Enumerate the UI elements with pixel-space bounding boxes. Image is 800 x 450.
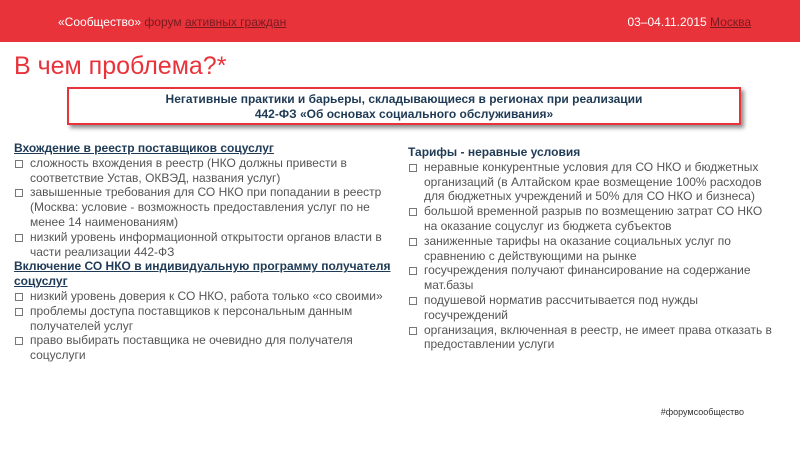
list-item: низкий уровень доверия к СО НКО, работа только «со своими» [14,289,396,304]
tariffs-list [408,160,773,352]
list-item: неравные конкурентные условия для СО НКО и бюджетных организаций (в Алтайском крае возмещение 100% расходов для бюджетных учреждений и 50% для СО НКО и бизнеса) [408,160,773,204]
event-info [627,15,751,29]
list-item: заниженные тарифы на оказание социальных услуг по сравнению с действующими на рынке [408,234,773,264]
section-heading-tariffs: Тарифы - неравные условия [408,145,581,159]
list-item: право выбирать поставщика не очевидно для получателя соцуслуги [14,333,396,363]
event-dates: 03–04.11.2015 [627,15,707,29]
list-item: госучреждения получают финансирование на содержание мат.базы [408,263,773,293]
right-column [408,145,773,352]
left-column [14,141,396,363]
header-bar [0,0,800,42]
callout-line-1: Негативные практики и барьеры, складывающиеся в регионах при реализации [165,92,643,106]
community-name: «Сообщество» [58,15,142,29]
event-city[interactable]: Москва [710,15,751,29]
program-list [14,289,396,363]
forum-word: форум [144,15,182,29]
list-item: проблемы доступа поставщиков к персональным данным получателей услуг [14,304,396,334]
section-heading-program: Включение СО НКО в индивидуальную программу получателя соцуслуг [14,259,391,289]
forum-link[interactable]: активных граждан [184,15,287,29]
callout-box [67,87,741,125]
list-item: организация, включенная в реестр, не имеет права отказать в предоставлении услуги [408,323,773,353]
list-item: низкий уровень информационной открытости органов власти в части реализации 442-ФЗ [14,230,396,260]
forum-title [58,15,286,29]
list-item: большой временной разрыв по возмещению затрат СО НКО на оказание соцуслуг из бюджета субъектов [408,204,773,234]
page-title: В чем проблема?* [14,52,227,80]
registry-list [14,156,396,260]
list-item: сложность вхождения в реестр (НКО должны привести в соответствие Устав, ОКВЭД, названия услуг) [14,156,396,186]
hashtag: #форумсообщество [660,407,744,417]
list-item: завышенные требования для СО НКО при попадании в реестр (Москва: условие - возможность предоставления услуг по не менее 14 наименованиям) [14,185,396,229]
callout-line-2: 442-ФЗ «Об основах социального обслуживания» [254,107,554,121]
section-heading-registry: Вхождение в реестр поставщиков соцуслуг [14,141,274,155]
list-item: подушевой норматив рассчитывается под нужды госучреждений [408,293,773,323]
